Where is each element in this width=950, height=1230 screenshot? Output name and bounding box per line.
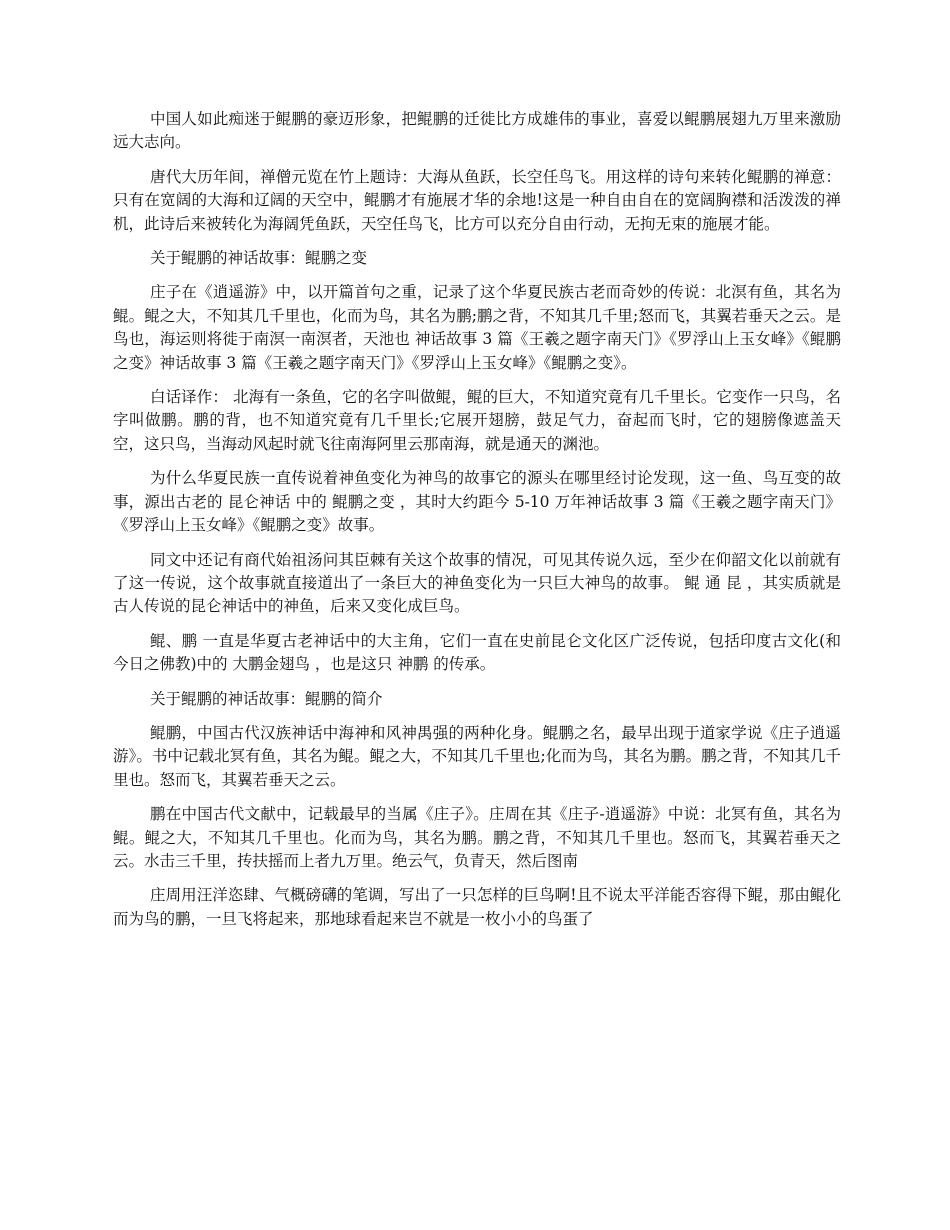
- section-heading-kunpeng-intro: 关于鲲鹏的神话故事：鲲鹏的简介: [150, 689, 383, 708]
- paragraph-origin-question: 为什么华夏民族一直传说着神鱼变化为神鸟的故事它的源头在哪里经讨论发现，这一鱼、鸟互变的故事，源出古老的 昆仑神话 中的 鲲鹏之变 ，其时大约距今 5-10 万年神话故事 3 篇《王羲之题字南天门》《罗浮山上玉女峰》《鲲鹏之变》故事。: [113, 469, 841, 535]
- paragraph-kunpeng-definition: 鲲鹏，中国古代汉族神话中海神和风神禺强的两种化身。鲲鹏之名，最早出现于道家学说《庄子逍遥游》。书中记载北冥有鱼，其名为鲲。鲲之大，不知其几千里也;化而为鸟，其名为鹏。鹏之背，不知其几千里也。怒而飞，其翼若垂天之云。: [113, 723, 841, 789]
- paragraph-zhuangzi-legend: 庄子在《逍遥游》中，以开篇首句之重，记录了这个华夏民族古老而奇妙的传说：北溟有鱼，其名为鲲。鲲之大，不知其几千里也，化而为鸟，其名为鹏;鹏之背，不知其几千里;怒而飞，其翼若垂天之云。是鸟也，海运则将徙于南溟一南溟者，天池也 神话故事 3 篇《王羲之题字南天门》《罗浮山上玉女峰》《鲲鹏之变》神话故事 3 篇《王羲之题字南天门》《罗浮山上玉女峰》《鲲鹏之变》。: [113, 283, 841, 372]
- document-body: [113, 108, 841, 942]
- paragraph-shang-dynasty: 同文中还记有商代始祖汤问其臣棘有关这个故事的情况，可见其传说久远，至少在仰韶文化以前就有了这一传说，这个故事就直接道出了一条巨大的神鱼变化为一只巨大神鸟的故事。 鲲 通 昆 ，其实质就是古人传说的昆仑神话中的神鱼，后来又变化成巨鸟。: [113, 550, 841, 616]
- section-heading-kunpeng-change: 关于鲲鹏的神话故事：鲲鹏之变: [150, 249, 368, 268]
- paragraph-earliest-record: 鹏在中国古代文献中，记载最早的当属《庄子》。庄周在其《庄子-逍遥游》中说：北冥有鱼，其名为鲲。鲲之大，不知其几千里也。化而为鸟，其名为鹏。鹏之背，不知其几千里也。怒而飞，其翼若垂天之云。水击三千里，抟扶摇而上者九万里。绝云气，负青天，然后图南: [113, 805, 841, 870]
- paragraph-intro: 中国人如此痴迷于鲲鹏的豪迈形象，把鲲鹏的迁徙比方成雄伟的事业，喜爱以鲲鹏展翅九万里来激励远大志向。: [113, 110, 841, 152]
- paragraph-vernacular-translation: 白话译作： 北海有一条鱼，它的名字叫做鲲，鲲的巨大，不知道究竟有几千里长。它变作一只鸟，名字叫做鹏。鹏的背，也不知道究竟有几千里长;它展开翅膀，鼓足气力，奋起而飞时，它的翅膀像遮盖天空，这只鸟，当海动风起时就飞往南海阿里云那南海，就是通天的渊池。: [113, 388, 841, 453]
- paragraph-tang-poem: 唐代大历年间，禅僧元览在竹上题诗：大海从鱼跃，长空任鸟飞。用这样的诗句来转化鲲鹏的禅意：只有在宽阔的大海和辽阔的天空中，鲲鹏才有施展才华的余地!这是一种自由自在的宽阔胸襟和活泼泼的禅机，此诗后来被转化为海阔凭鱼跃，天空任鸟飞，比方可以充分自由行动，无拘无束的施展才能。: [113, 167, 841, 233]
- paragraph-zhuang-zhou-style: 庄周用汪洋恣肆、气概磅礴的笔调，写出了一只怎样的巨鸟啊!且不说太平洋能否容得下鲲，那由鲲化而为鸟的鹏，一旦飞将起来，那地球看起来岂不就是一枚小小的鸟蛋了: [113, 886, 841, 928]
- paragraph-main-characters: 鲲、鹏 一直是华夏古老神话中的大主角，它们一直在史前昆仑文化区广泛传说，包括印度古文化(和今日之佛教)中的 大鹏金翅鸟 ，也是这只 神鹏 的传承。: [113, 631, 841, 674]
